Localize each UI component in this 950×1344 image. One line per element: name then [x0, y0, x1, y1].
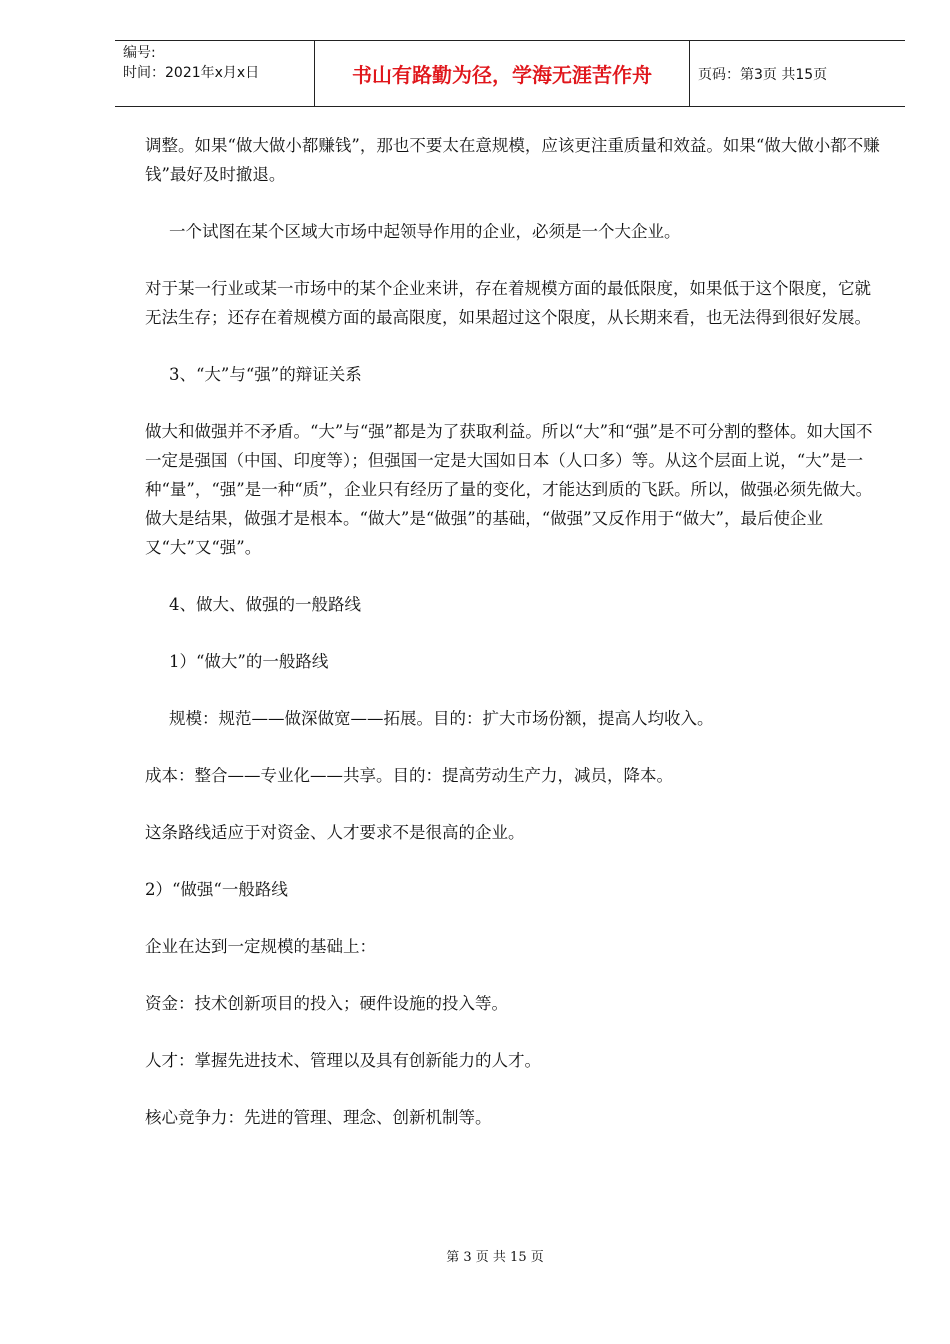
- section-heading: 4、做大、做强的一般路线: [169, 595, 361, 614]
- paragraph: 对于某一行业或某一市场中的某个企业来讲，存在着规模方面的最低限度，如果低于这个限度，它就无法生存；还存在着规模方面的最高限度，如果超过这个限度，从长期来看，也无法得到很好发展。: [145, 279, 871, 327]
- paragraph: 核心竞争力：先进的管理、理念、创新机制等。: [145, 1108, 492, 1127]
- subsection-heading: 1）“做大”的一般路线: [169, 652, 329, 671]
- header-page-info: 页码：第3页 共15页: [698, 66, 828, 83]
- paragraph: 做大和做强并不矛盾。“大”与“强”都是为了获取利益。所以“大”和“强”是不可分割的整体。如大国不一定是强国（中国、印度等）；但强国一定是大国如日本（人口多）等。从这个层面上说，“大”是一种“量”，“强”是一种“质”，企业只有经历了量的变化，才能达到质的飞跃。所以，做强必须先做大。做大是结果，做强才是根本。“做大”是“做强”的基础，“做强”又反作用于“做大”，最后使企业又“大”又“强”。: [145, 422, 873, 557]
- number-label: 编号:: [123, 45, 156, 61]
- page-footer: 第 3 页 共 15 页: [446, 1250, 544, 1265]
- subsection-heading: 2）“做强“一般路线: [145, 880, 288, 899]
- paragraph: 这条路线适应于对资金、人才要求不是很高的企业。: [145, 823, 525, 842]
- header-motto: 书山有路勤为径，学海无涯苦作舟: [315, 41, 690, 106]
- paragraph: 一个试图在某个区域大市场中起领导作用的企业，必须是一个大企业。: [169, 222, 681, 241]
- section-heading: 3、“大”与“强”的辩证关系: [169, 365, 362, 384]
- paragraph: 资金：技术创新项目的投入；硬件设施的投入等。: [145, 994, 508, 1013]
- paragraph: 调整。如果“做大做小都赚钱”，那也不要太在意规模，应该更注重质量和效益。如果“做大做小都不赚钱”最好及时撤退。: [145, 136, 880, 184]
- paragraph: 人才：掌握先进技术、管理以及具有创新能力的人才。: [145, 1051, 541, 1070]
- document-body: [145, 131, 880, 1132]
- paragraph: 企业在达到一定规模的基础上：: [145, 937, 376, 956]
- header-meta: [115, 41, 315, 106]
- paragraph: 成本：整合——专业化——共享。目的：提高劳动生产力，减员，降本。: [145, 766, 673, 785]
- paragraph: 规模：规范——做深做宽——拓展。目的：扩大市场份额，提高人均收入。: [169, 709, 714, 728]
- page-header: [115, 40, 905, 107]
- time-line: 时间：2021年x月x日: [123, 65, 260, 81]
